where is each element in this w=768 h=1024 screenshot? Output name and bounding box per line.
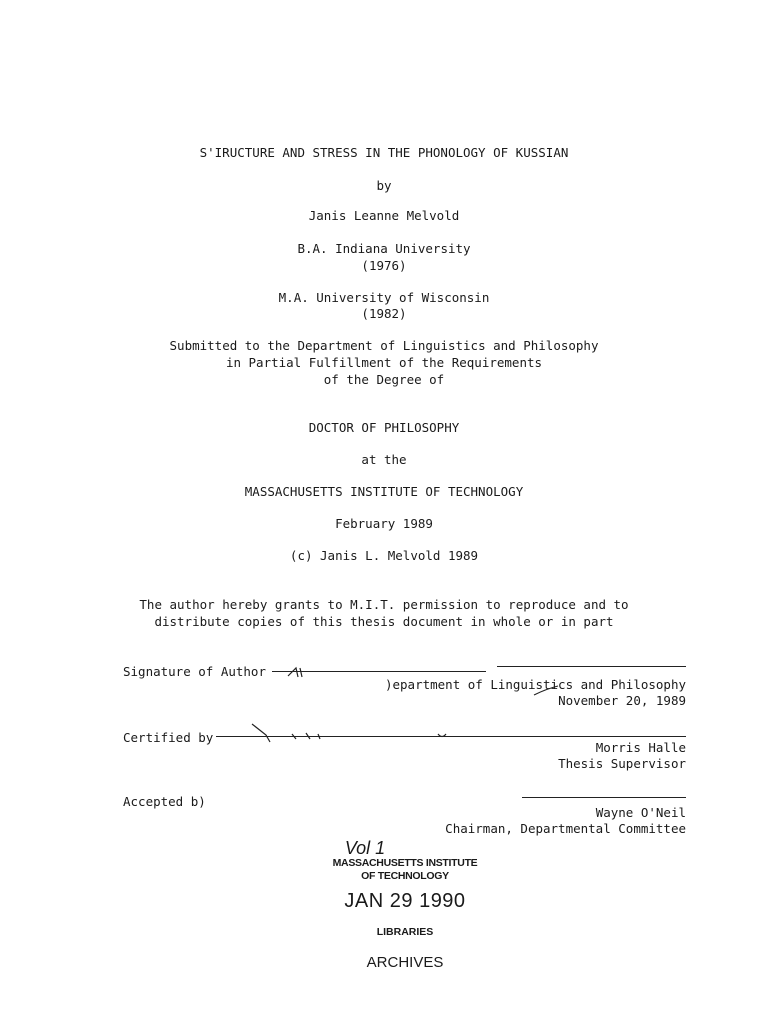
author-dept-line	[497, 666, 686, 667]
author-signature-label: Signature of Author	[123, 664, 266, 679]
submission-line-2: in Partial Fulfillment of the Requirements	[225, 355, 543, 370]
supervisor-name: Morris Halle	[595, 740, 686, 755]
author-department: )epartment of Linguistics and Philosophy	[384, 677, 686, 692]
stamp-archives: ARCHIVES	[366, 954, 444, 971]
by-line: by	[376, 178, 392, 193]
supervisor-title: Thesis Supervisor	[558, 756, 686, 771]
submission-date: February 1989	[335, 516, 433, 531]
chairman-name: Wayne O'Neil	[595, 805, 686, 820]
thesis-title: S'IRUCTURE AND STRESS IN THE PHONOLOGY OF KUSSIAN	[199, 145, 569, 160]
degree-ma-year: (1982)	[361, 306, 407, 321]
stamp-date: JAN 29 1990	[344, 890, 466, 912]
institution-name: MASSACHUSETTS INSTITUTE OF TECHNOLOGY	[244, 484, 524, 499]
at-the: at the	[361, 452, 407, 467]
handwritten-volume-note: Vol 1	[344, 838, 386, 858]
degree-ba: B.A. Indiana University	[297, 241, 471, 256]
stamp-technology: OF TECHNOLOGY	[361, 870, 449, 882]
stamp-libraries: LIBRARIES	[376, 926, 434, 938]
copyright-line: (c) Janis L. Melvold 1989	[289, 548, 479, 563]
author-date: November 20, 1989	[558, 693, 686, 708]
stamp-institute: MASSACHUSETTS INSTITUTE	[332, 857, 478, 869]
degree-ba-year: (1976)	[361, 258, 407, 273]
degree-awarded: DOCTOR OF PHILOSOPHY	[308, 420, 460, 435]
degree-ma: M.A. University of Wisconsin	[278, 290, 490, 305]
permission-line-1: The author hereby grants to M.I.T. permission to reproduce and to	[139, 597, 629, 612]
chairman-title: Chairman, Departmental Committee	[445, 821, 686, 836]
accepted-signature-line	[522, 797, 686, 798]
date-pen-stroke	[532, 684, 562, 698]
permission-line-2: distribute copies of this thesis document in whole or in part	[154, 614, 614, 629]
submission-line-1: Submitted to the Department of Linguistics and Philosophy	[169, 338, 599, 353]
submission-line-3: of the Degree of	[323, 372, 445, 387]
accepted-by-label: Accepted b)	[123, 794, 206, 809]
certified-by-label: Certified by	[123, 730, 214, 745]
author-name: Janis Leanne Melvold	[308, 208, 460, 223]
